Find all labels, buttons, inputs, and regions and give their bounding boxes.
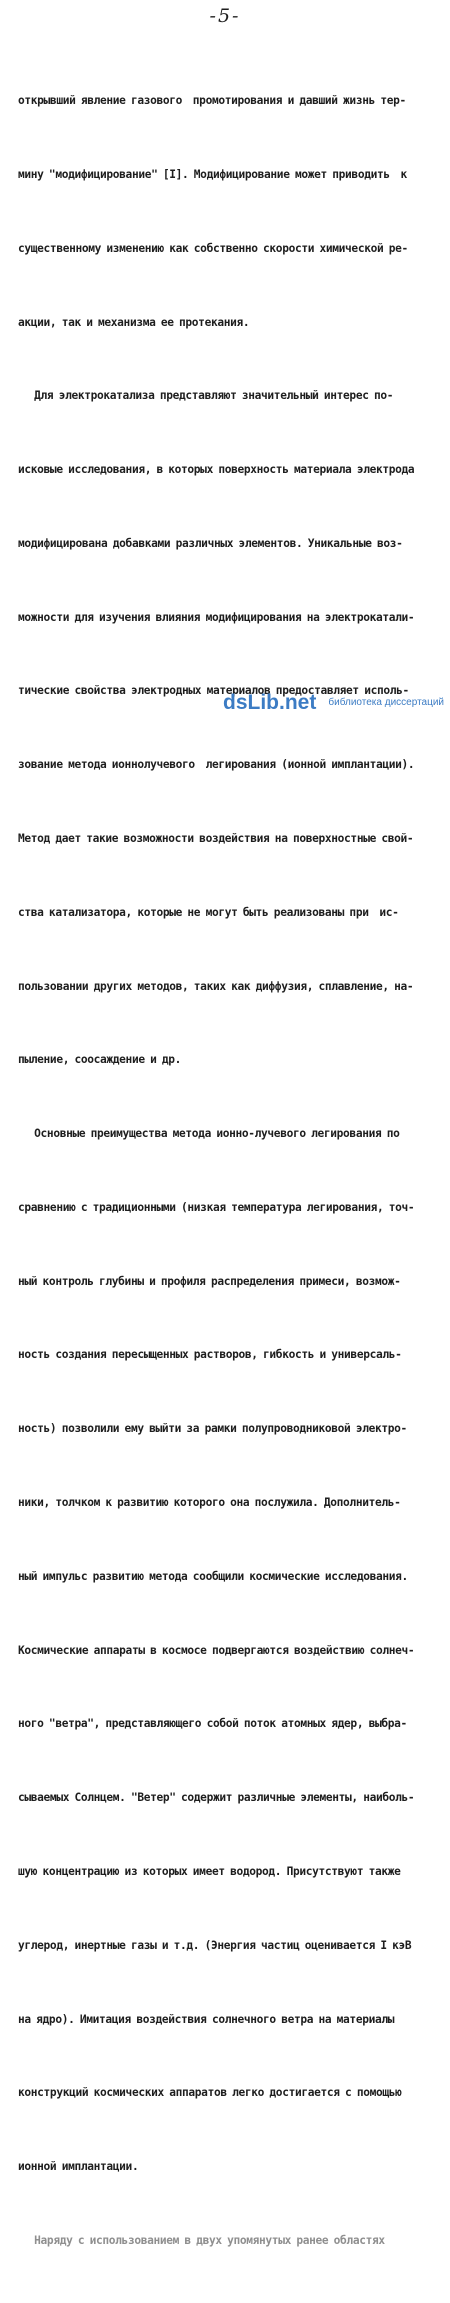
text-line: на ядро). Имитация воздействия солнечного ветра на материалы: [18, 2012, 395, 2026]
watermark-caption: библиотека диссертаций: [328, 696, 444, 708]
text-line: зование метода ионнолучевого легирования (ионной имплантации).: [18, 758, 415, 772]
text-line: существенному изменению как собственно скорости химической ре-: [18, 241, 408, 255]
text-line: сравнению с традиционными (низкая температура легирования, точ-: [18, 1200, 415, 1214]
text-line: Основные преимущества метода ионно-лучевого легирования по: [18, 1127, 400, 1141]
body-text: [18, 40, 446, 2303]
text-line: ионной имплантации.: [18, 2160, 139, 2174]
text-line: ства катализатора, которые не могут быть реализованы при ис-: [18, 905, 399, 919]
text-line: Для электрокатализа представляют значительный интерес по-: [18, 389, 394, 403]
logo-text: dsLib.net: [223, 691, 317, 714]
dslib-logo: [223, 689, 323, 715]
text-line: открывший явление газового промотирования и давший жизнь тер-: [18, 94, 406, 108]
text-line: ного "ветра", представляющего собой поток атомных ядер, выбра-: [18, 1717, 407, 1731]
text-line: модифицирована добавками различных элементов. Уникальные воз-: [18, 536, 403, 550]
text-line: ники, толчком к развитию которого она послужила. Дополнитель-: [18, 1496, 401, 1510]
text-line: мину "модифицирование" [I]. Модифицирование может приводить к: [18, 167, 407, 181]
text-line: ный импульс развитию метода сообщили космические исследования.: [18, 1569, 408, 1583]
text-line: ность) позволили ему выйти за рамки полупроводниковой электро-: [18, 1422, 407, 1436]
text-line: ность создания пересыщенных растворов, гибкость и универсаль-: [18, 1348, 402, 1362]
text-line: Метод дает такие возможности воздействия на поверхностные свой-: [18, 832, 414, 845]
text-line: пользовании других методов, таких как диффузия, сплавление, на-: [18, 979, 414, 993]
text-line: сываемых Солнцем. "Ветер" содержит различные элементы, наиболь-: [18, 1791, 415, 1805]
text-line: Космические аппараты в космосе подвергаются воздействию солнеч-: [18, 1643, 415, 1657]
text-line: тические свойства электродных материалов предоставляет исполь-: [18, 684, 409, 698]
text-line: акции, так и механизма ее протекания.: [18, 315, 250, 329]
text-line: ный контроль глубины и профиля распределения примеси, возмож-: [18, 1274, 401, 1288]
text-line: шую концентрацию из которых имеет водород. Присутствуют также: [18, 1864, 401, 1878]
text-line: пыление, соосаждение и др.: [18, 1053, 182, 1067]
page-number: -5-: [209, 5, 241, 27]
text-line: можности для изучения влияния модифицирования на электрокатали-: [18, 610, 415, 624]
text-line: конструкций космических аппаратов легко достигается с помощью: [18, 2086, 402, 2100]
text-line-partial: Наряду с использованием в двух упомянутых ранее областях: [18, 2233, 385, 2247]
text-line: исковые исследования, в которых поверхность материала электрода: [18, 463, 415, 477]
text-line: углерод, инертные газы и т.д. (Энергия частиц оценивается I кэВ: [18, 1938, 412, 1952]
watermark: [223, 687, 444, 717]
